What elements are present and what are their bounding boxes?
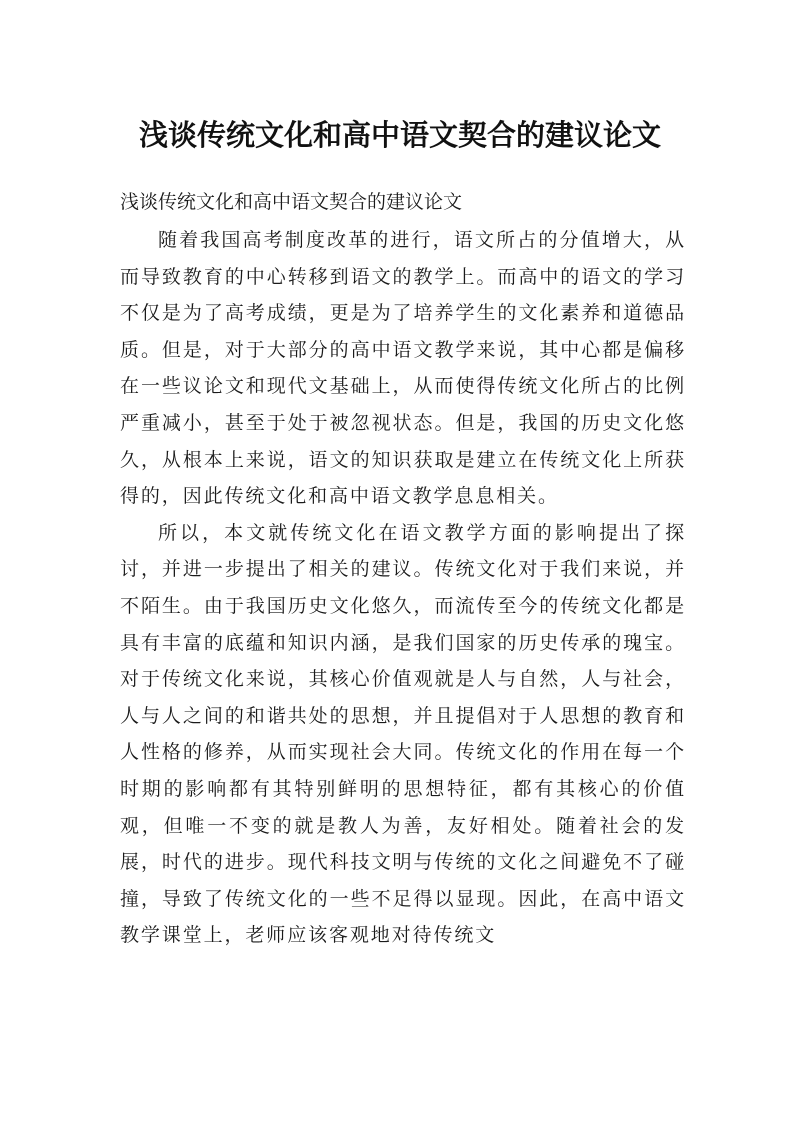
paragraph-1: 随着我国高考制度改革的进行，语文所占的分值增大，从而导致教育的中心转移到语文的教学上。而高中的语文的学习不仅是为了高考成绩，更是为了培养学生的文化素养和道德品质。但是，对于大部分的高中语文教学来说，其中心都是偏移在一些议论文和现代文基础上，从而使得传统文化所占的比例严重减小，甚至于处于被忽视状态。但是，我国的历史文化悠久，从根本上来说，语文的知识获取是建立在传统文化上所获得的，因此传统文化和高中语文教学息息相关。 — [120, 229, 686, 508]
document-body — [120, 186, 686, 954]
paragraph-2: 所以，本文就传统文化在语文教学方面的影响提出了探讨，并进一步提出了相关的建议。传统文化对于我们来说，并不陌生。由于我国历史文化悠久，而流传至今的传统文化都是具有丰富的底蕴和知识内涵，是我们国家的历史传承的瑰宝。对于传统文化来说，其核心价值观就是人与自然，人与社会，人与人之间的和谐共处的思想，并且提倡对于人思想的教育和人性格的修养，从而实现社会大同。传统文化的作用在每一个时期的影响都有其特别鲜明的思想特征，都有其核心的价值观，但唯一不变的就是教人为善，友好相处。随着社会的发展，时代的进步。现代科技文明与传统的文化之间避免不了碰撞，导致了传统文化的一些不足得以显现。因此，在高中语文教学课堂上，老师应该客观地对待传统文 — [120, 521, 686, 947]
document-title: 浅谈传统文化和高中语文契合的建议论文 — [138, 118, 661, 153]
document-subtitle: 浅谈传统文化和高中语文契合的建议论文 — [120, 191, 463, 213]
